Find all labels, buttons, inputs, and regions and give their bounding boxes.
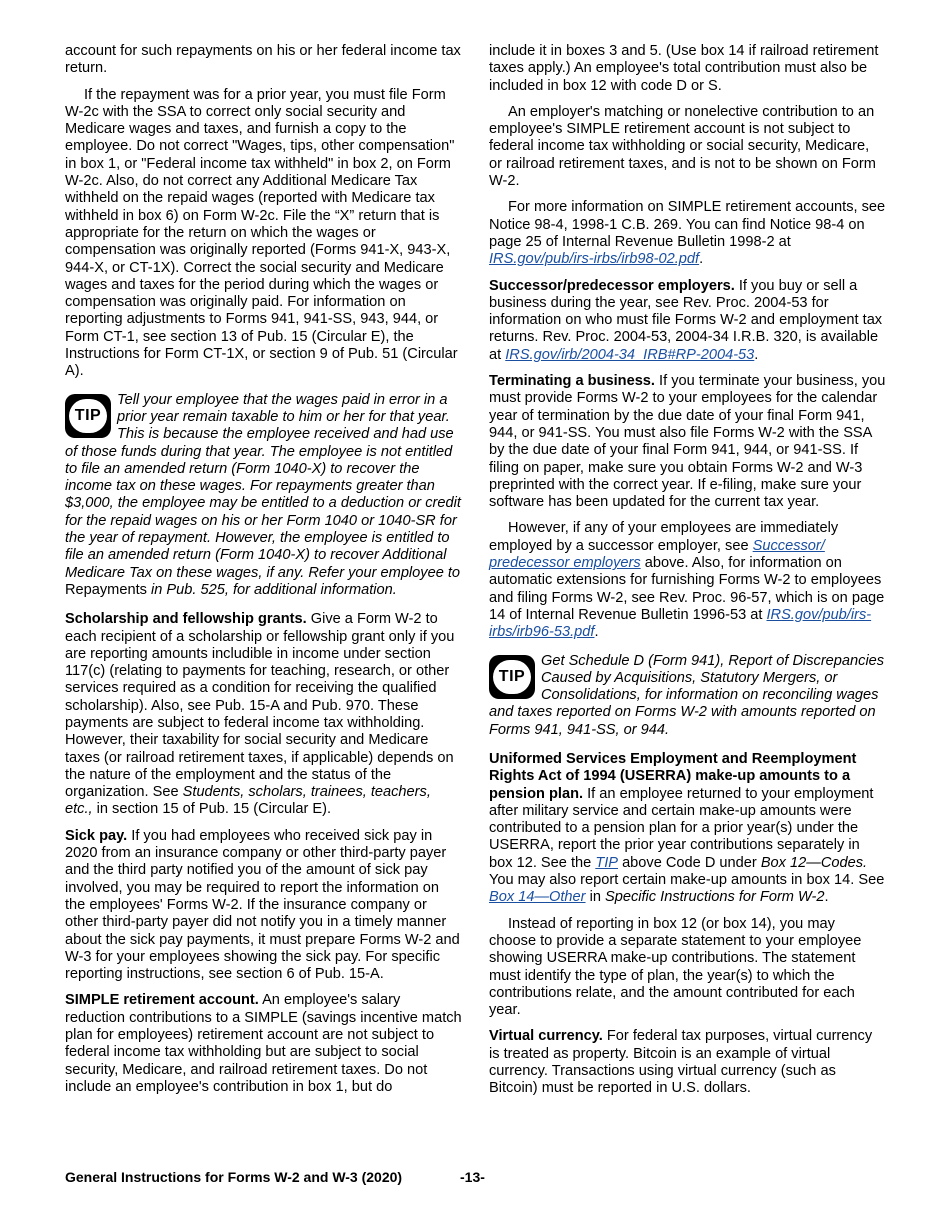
tip-note: [489, 653, 886, 739]
tip-reference: Repayments: [65, 581, 147, 598]
section-heading: SIMPLE retirement account.: [65, 992, 259, 1009]
virtual-currency-section: Virtual currency. For federal tax purposes, virtual currency is treated as property. Bitcoin is an example of virtual currency. Transactions using virtual currency (such as Bitcoin) must be reported in U.S. dollars.: [489, 1028, 873, 1097]
footer-title: General Instructions for Forms W-2 and W-3 (2020): [65, 1169, 403, 1185]
page-number: -13-: [460, 1169, 485, 1185]
section-heading: Successor/predecessor employers.: [489, 277, 735, 294]
paragraph: An employer's matching or nonelective contribution to an employee's SIMPLE retirement account is not subject to federal income tax withholding or social security, Medicare, or railroad retirement taxes, and is not to be shown on Form W-2.: [489, 103, 876, 190]
section-heading: Sick pay.: [65, 827, 128, 844]
userra-section: Uniformed Services Employment and Reemployment Rights Act of 1994 (USERRA) make-up amounts to a pension plan. If an employee returned to your employment after military service and certain make-up amounts were contributed to a pension plan for a prior year(s) under the USERRA, report the prior year contributions separately in box 12. See the TIP above Code D under Box 12—Codes. You may also report certain make-up amounts in box 14. See Box 14—Other in Specific Instructions for Form W-2.: [489, 750, 885, 906]
paragraph: If the repayment was for a prior year, you must file Form W-2c with the SSA to correct only social security and Medicare wages and taxes, and furnish a copy to the employee. Do not correct "Wages, tips, other compensation" in box 1, or "Federal income tax withheld" in box 2, on Form W-2c. Also, do not correct any Additional Medicare Tax withheld on the repaid wages (reported with Medicare tax withheld in box 6) on Form W-2c. File the “X” return that is appropriate for the return on which the wages or compensation was originally reported (Forms 941-X, 943-X, 944-X, or CT-1X). Correct the social security and Medicare wages and taxes for the period during which the wages or compensation was originally paid. For information on reporting adjustments to Forms 941, 941-SS, 943, 944, or Form CT-1, see section 13 of Pub. 15 (Circular E), the Instructions for Form CT-1X, or section 9 of Pub. 51 (Circular A).: [65, 86, 458, 380]
sick-pay-section: Sick pay. If you had employees who received sick pay in 2020 from an insurance company or other third-party payer and the third party notified you of the amount of sick pay involved, you may be required to report the information on the employees' Forms W-2. If the insurance company or other third-party payer did not notify you in a timely manner about the sick pay payments, it must prepare Forms W-2 and W-3 for your employees showing the sick pay. For specific reporting instructions, see section 6 of Pub. 15-A.: [65, 827, 460, 983]
right-column: [489, 43, 886, 1107]
section-heading: Virtual currency.: [489, 1028, 603, 1045]
simple-retirement-section: SIMPLE retirement account. An employee's salary reduction contributions to a SIMPLE (savings incentive match plan for employees) retirement account are not subject to federal income tax withholding but are subject to social security, Medicare, and railroad retirement taxes. Do not include an employee's contribution in box 1, but do: [65, 992, 462, 1095]
section-heading: Uniformed Services Employment and Reemployment Rights Act of 1994 (USERRA) make-up amounts to a pension plan.: [489, 750, 857, 802]
irb96-53-link[interactable]: IRS.gov/pub/irs-irbs/irb96-53.pdf: [489, 606, 872, 641]
successor-predecessor-link[interactable]: Successor/ predecessor employers: [489, 537, 825, 572]
tip-icon: TIP: [65, 394, 111, 438]
terminating-section: Terminating a business. If you terminate your business, you must provide Forms W-2 to your employees for the calendar year of termination by the due date of your final Form 941, 944, or 941-SS. You must also file Forms W-2 with the SSA by the due date of your final Form 941, 944, or 941-SS. If filing on paper, make sure you obtain Forms W-2 and W-3 preprinted with the correct year. If e-filing, make sure your software has been updated for the current tax year.: [489, 373, 886, 511]
rp-2004-53-link[interactable]: IRS.gov/irb/2004-34_IRB#RP-2004-53: [505, 346, 755, 363]
section-heading: Scholarship and fellowship grants.: [65, 611, 307, 628]
box-14-other-link[interactable]: Box 14—Other: [489, 889, 586, 906]
successor-section: Successor/predecessor employers. If you buy or sell a business during the year, see Rev. Proc. 2004-53 for information on who must file Forms W-2 and employment tax returns. Rev. Proc. 2004-53, 2004-34 I.R.B. 320, is available at IRS.gov/irb/2004-34_IRB#RP-2004-53.: [489, 277, 883, 363]
tip-text: Tell your employee that the wages paid in error in a prior year remain taxable to him or her for that year. This is because the employee received and had use of those funds during that year. The employee is not entitled to file an amended return (Form 1040-X) to recover the income tax on these wages. For repayments greater than $3,000, the employee may be entitled to a deduction or credit for the repaid wages on his or her Form 1040 or 1040-SR for the year of repayment. However, the employee is entitled to file an amended return (Form 1040-X) to recover Additional Medicare Tax on these wages, if any. Refer your employee to: [65, 391, 461, 581]
section-heading: Terminating a business.: [489, 373, 655, 390]
paragraph: account for such repayments on his or her federal income tax return.: [65, 43, 461, 77]
tip-note: [65, 392, 462, 600]
tip-link[interactable]: TIP: [595, 854, 619, 871]
scholarship-section: Scholarship and fellowship grants. Give a Form W-2 to each recipient of a scholarship or fellowship grant only if you are reporting amounts includible in income under section 117(c) (relating to payments for teaching, research, or other services required as a condition for receiving the qualified scholarship). Also, see Pub. 15-A and Pub. 970. These payments are subject to federal income tax withholding. However, their taxability for social security and Medicare taxes (or railroad retirement taxes, if applicable) depends on the nature of the employment and the status of the organization. See Students, scholars, trainees, teachers, etc., in section 15 of Pub. 15 (Circular E).: [65, 611, 455, 818]
irb98-02-link[interactable]: IRS.gov/pub/irs-irbs/irb98-02.pdf: [489, 251, 700, 268]
paragraph: include it in boxes 3 and 5. (Use box 14 if railroad retirement taxes apply.) An employee's total contribution must also be included in box 12 with code D or S.: [489, 43, 879, 94]
left-column: [65, 43, 462, 1105]
paragraph: For more information on SIMPLE retirement accounts, see Notice 98-4, 1998-1 C.B. 269. You can find Notice 98-4 on page 25 of Internal Revenue Bulletin 1998-2 at IRS.gov/pub/irs-irbs/irb98-02.pdf.: [489, 199, 886, 268]
tip-tail: in Pub. 525, for additional information.: [146, 581, 397, 598]
paragraph: However, if any of your employees are immediately employed by a successor employer, see Successor/ predecessor employers above. Also, for information on automatic extensions for furnishing Forms W-2 to employees and filing Forms W-2, see Rev. Proc. 96-57, which is on page 14 of Internal Revenue Bulletin 1996-53 at IRS.gov/pub/irs-irbs/irb96-53.pdf.: [489, 520, 885, 641]
paragraph: Instead of reporting in box 12 (or box 14), you may choose to provide a separate statement to your employee showing USERRA make-up contributions. The statement must identify the type of plan, the year(s) to which the contributions relate, and the amount contributed for each year.: [489, 915, 862, 1019]
tip-text: Get Schedule D (Form 941), Report of Discrepancies Caused by Acquisitions, Statutory Mergers, or Consolidations, for information on reconciling wages and taxes reported on Forms W-2 with amounts reported on Forms 941, 941-SS, or 944.: [489, 652, 885, 738]
tip-icon: TIP: [489, 655, 535, 699]
